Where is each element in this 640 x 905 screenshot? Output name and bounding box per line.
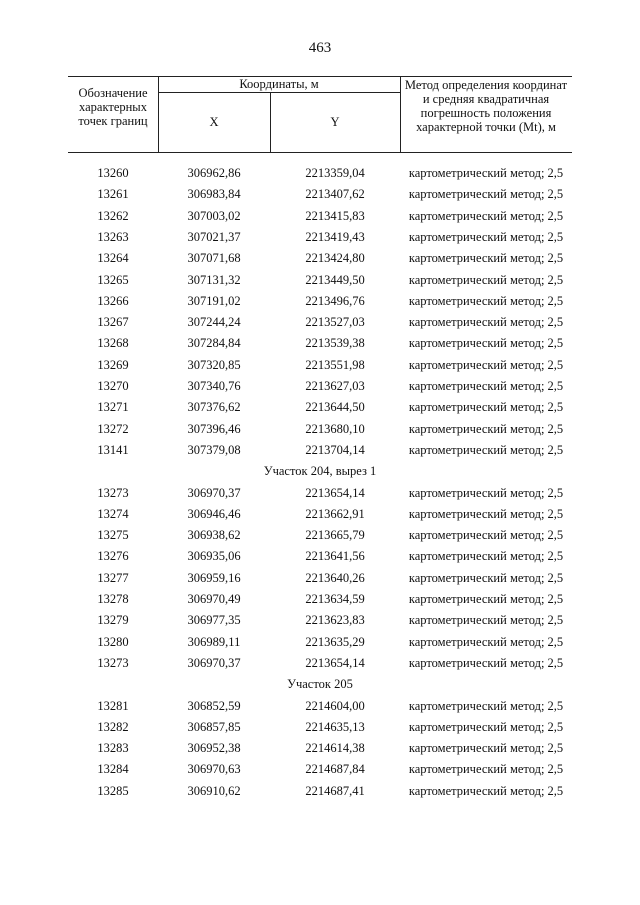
x-coordinate-cell: 307396,46 — [187, 421, 241, 436]
method-cell: картометрический метод; 2,5 — [408, 528, 564, 543]
y-coordinate-cell: 2213680,10 — [305, 421, 365, 436]
point-id-cell: 13270 — [97, 379, 129, 393]
method-cell: картометрический метод; 2,5 — [408, 315, 564, 330]
x-coordinate-cell: 306857,85 — [187, 719, 241, 734]
x-coordinate-cell: 306852,59 — [187, 698, 241, 713]
point-id-cell: 13274 — [97, 506, 129, 521]
x-coordinate-cell: 306938,62 — [187, 528, 241, 543]
point-id-cell: 13269 — [97, 357, 129, 372]
method-cell: картометрический метод; 2,5 — [408, 741, 564, 756]
table-row — [0, 312, 640, 333]
point-id-cell: 13279 — [97, 613, 129, 628]
x-coordinate-cell: 307071,68 — [187, 251, 241, 266]
x-coordinate-cell: 306989,11 — [187, 634, 241, 649]
point-id-cell: 13273 — [97, 485, 129, 500]
y-coordinate-cell: 2213635,29 — [305, 634, 365, 649]
y-coordinate-cell: 2213496,76 — [305, 293, 365, 308]
point-id-cell: 13277 — [97, 570, 129, 585]
y-coordinate-cell: 2213527,03 — [305, 315, 365, 330]
method-cell: картометрический метод; 2,5 — [408, 208, 564, 223]
y-coordinate-cell: 2213640,26 — [305, 570, 365, 585]
point-id-cell: 13263 — [97, 229, 129, 244]
table-row — [0, 184, 640, 205]
point-id-cell: 13281 — [97, 698, 129, 713]
y-coordinate-cell: 2213662,91 — [305, 506, 365, 521]
table-row — [0, 248, 640, 269]
table-row — [0, 568, 640, 589]
method-cell: картометрический метод; 2,5 — [408, 783, 564, 798]
method-cell: картометрический метод; 2,5 — [408, 549, 564, 564]
point-id-cell: 13262 — [97, 208, 129, 223]
table-row — [0, 781, 640, 802]
table-row — [0, 419, 640, 440]
x-coordinate-cell: 306946,46 — [187, 506, 241, 521]
method-cell: картометрический метод; 2,5 — [408, 698, 564, 713]
section-heading: Участок 204, вырез 1 — [263, 464, 377, 479]
point-id-cell: 13268 — [97, 336, 129, 351]
x-coordinate-cell: 306935,06 — [187, 549, 241, 564]
y-coordinate-cell: 2213419,43 — [305, 229, 365, 244]
point-id-cell: 13283 — [97, 741, 129, 756]
x-coordinate-cell: 306977,35 — [187, 613, 241, 628]
x-coordinate-cell: 306959,16 — [187, 570, 241, 585]
x-coordinate-cell: 307320,85 — [187, 357, 241, 372]
method-cell: картометрический метод; 2,5 — [408, 229, 564, 244]
table-row — [0, 759, 640, 780]
table-row — [0, 206, 640, 227]
method-cell: картометрический метод; 2,5 — [408, 762, 564, 777]
point-id-cell: 13282 — [97, 719, 129, 734]
y-coordinate-cell: 2213665,79 — [305, 528, 365, 543]
method-cell: картометрический метод; 2,5 — [408, 336, 564, 351]
y-coordinate-cell: 2214614,38 — [305, 741, 365, 756]
y-coordinate-cell: 2213641,56 — [305, 549, 365, 564]
table-row — [0, 589, 640, 610]
table-row — [0, 440, 640, 461]
method-cell: картометрический метод; 2,5 — [408, 166, 564, 180]
y-coordinate-cell: 2214604,00 — [305, 698, 365, 713]
y-coordinate-cell: 2213704,14 — [305, 442, 365, 457]
table-row — [0, 270, 640, 291]
y-coordinate-cell: 2214687,84 — [305, 762, 365, 777]
table-row — [0, 291, 640, 312]
page-number: 463 — [308, 40, 332, 56]
point-id-cell: 13285 — [97, 783, 129, 798]
point-id-cell: 13278 — [97, 592, 129, 606]
y-coordinate-cell: 2213644,50 — [305, 400, 365, 415]
table-row — [0, 163, 640, 184]
method-cell: картометрический метод; 2,5 — [408, 357, 564, 372]
y-coordinate-cell: 2213424,80 — [305, 251, 365, 266]
point-id-cell: 13275 — [97, 528, 129, 543]
point-id-cell: 13264 — [97, 251, 129, 266]
point-id-cell: 13267 — [97, 315, 129, 330]
y-coordinate-cell: 2213551,98 — [305, 357, 365, 372]
y-coordinate-cell: 2213634,59 — [305, 592, 365, 606]
x-coordinate-cell: 307131,32 — [187, 272, 241, 287]
y-coordinate-cell: 2213654,14 — [305, 655, 365, 670]
header-y: Y — [330, 115, 340, 129]
x-coordinate-cell: 307003,02 — [187, 208, 241, 223]
table-row — [0, 483, 640, 504]
y-coordinate-cell: 2213654,14 — [305, 485, 365, 500]
table-row — [0, 525, 640, 546]
table-row — [0, 376, 640, 397]
method-cell: картометрический метод; 2,5 — [408, 592, 564, 606]
method-cell: картометрический метод; 2,5 — [408, 442, 564, 457]
table-row — [0, 546, 640, 567]
point-id-cell: 13271 — [97, 400, 129, 415]
x-coordinate-cell: 307284,84 — [187, 336, 241, 351]
header-x: X — [209, 115, 219, 129]
method-cell: картометрический метод; 2,5 — [408, 379, 564, 393]
method-cell: картометрический метод; 2,5 — [408, 506, 564, 521]
table-row — [0, 632, 640, 653]
header-method: Метод определения координат и средняя квадратичная погрешность положения характерной точки (Мt), м — [404, 78, 568, 134]
point-id-cell: 13273 — [97, 655, 129, 670]
method-cell: картометрический метод; 2,5 — [408, 719, 564, 734]
method-cell: картометрический метод; 2,5 — [408, 187, 564, 202]
x-coordinate-cell: 306983,84 — [187, 187, 241, 202]
x-coordinate-cell: 306970,37 — [187, 655, 241, 670]
table-row — [0, 504, 640, 525]
method-cell: картометрический метод; 2,5 — [408, 293, 564, 308]
y-coordinate-cell: 2213415,83 — [305, 208, 365, 223]
method-cell: картометрический метод; 2,5 — [408, 570, 564, 585]
table-row — [0, 738, 640, 759]
x-coordinate-cell: 307376,62 — [187, 400, 241, 415]
method-cell: картометрический метод; 2,5 — [408, 272, 564, 287]
table-row — [0, 717, 640, 738]
x-coordinate-cell: 306910,62 — [187, 783, 241, 798]
x-coordinate-cell: 306952,38 — [187, 741, 241, 756]
x-coordinate-cell: 307244,24 — [187, 315, 241, 330]
point-id-cell: 13266 — [97, 293, 129, 308]
point-id-cell: 13284 — [97, 762, 129, 777]
table-row — [0, 610, 640, 631]
table-row — [0, 333, 640, 354]
x-coordinate-cell: 306962,86 — [187, 166, 241, 180]
header-coordinates: Координаты, м — [239, 77, 319, 91]
table-row — [0, 696, 640, 717]
x-coordinate-cell: 306970,49 — [187, 592, 241, 606]
section-heading: Участок 205 — [287, 677, 353, 692]
point-id-cell: 13272 — [97, 421, 129, 436]
x-coordinate-cell: 307191,02 — [187, 293, 241, 308]
method-cell: картометрический метод; 2,5 — [408, 613, 564, 628]
table-row — [0, 397, 640, 418]
method-cell: картометрический метод; 2,5 — [408, 634, 564, 649]
method-cell: картометрический метод; 2,5 — [408, 251, 564, 266]
table-row — [0, 355, 640, 376]
y-coordinate-cell: 2213623,83 — [305, 613, 365, 628]
x-coordinate-cell: 307340,76 — [187, 379, 241, 393]
method-cell: картометрический метод; 2,5 — [408, 485, 564, 500]
method-cell: картометрический метод; 2,5 — [408, 655, 564, 670]
method-cell: картометрический метод; 2,5 — [408, 400, 564, 415]
x-coordinate-cell: 307379,08 — [187, 442, 241, 457]
y-coordinate-cell: 2213627,03 — [305, 379, 365, 393]
point-id-cell: 13261 — [97, 187, 129, 202]
x-coordinate-cell: 306970,37 — [187, 485, 241, 500]
point-id-cell: 13265 — [97, 272, 129, 287]
y-coordinate-cell: 2214635,13 — [305, 719, 365, 734]
y-coordinate-cell: 2213449,50 — [305, 272, 365, 287]
point-id-cell: 13141 — [97, 442, 129, 457]
point-id-cell: 13260 — [97, 166, 129, 180]
y-coordinate-cell: 2213359,04 — [305, 166, 365, 180]
point-id-cell: 13276 — [97, 549, 129, 564]
x-coordinate-cell: 306970,63 — [187, 762, 241, 777]
y-coordinate-cell: 2214687,41 — [305, 783, 365, 798]
table-row — [0, 653, 640, 674]
table-row — [0, 227, 640, 248]
method-cell: картометрический метод; 2,5 — [408, 421, 564, 436]
point-id-cell: 13280 — [97, 634, 129, 649]
x-coordinate-cell: 307021,37 — [187, 229, 241, 244]
y-coordinate-cell: 2213407,62 — [305, 187, 365, 202]
header-point-label: Обозначение характерных точек границ — [78, 86, 148, 128]
y-coordinate-cell: 2213539,38 — [305, 336, 365, 351]
